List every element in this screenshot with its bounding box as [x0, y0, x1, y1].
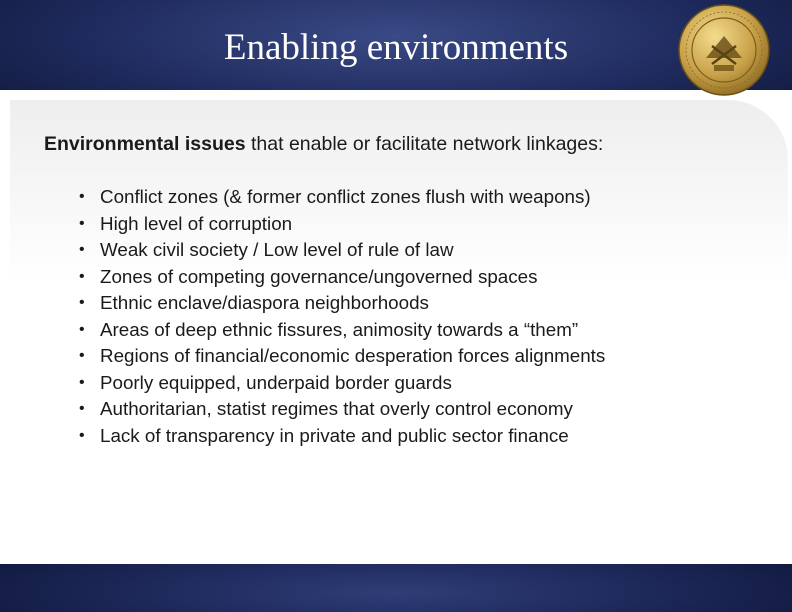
bullet-icon: •: [79, 373, 85, 391]
list-item: [76, 290, 605, 317]
list-item: [76, 396, 605, 423]
bullet-icon: •: [79, 294, 85, 311]
list-item-text: Zones of competing governance/ungoverned spaces: [100, 265, 538, 287]
issues-list: [76, 184, 605, 449]
bullet-icon: •: [79, 400, 85, 417]
list-item: [76, 184, 605, 211]
list-item-text: Conflict zones (& former conflict zones flush with weapons): [100, 186, 591, 207]
list-item-text: Authoritarian, statist regimes that overly control economy: [100, 398, 573, 419]
bullet-icon: •: [79, 241, 85, 258]
list-item-text: Ethnic enclave/diaspora neighborhoods: [100, 292, 429, 313]
bullet-icon: •: [79, 426, 85, 444]
footer-bar: [0, 564, 792, 612]
intro-text: [44, 131, 784, 157]
list-item-text: Areas of deep ethnic fissures, animosity towards a “them”: [100, 318, 579, 340]
list-item: [76, 423, 605, 450]
list-item-text: High level of corruption: [100, 212, 293, 234]
list-item: [76, 264, 605, 291]
list-item: [76, 317, 605, 344]
list-item-text: Poorly equipped, underpaid border guards: [100, 371, 452, 393]
list-item-text: Lack of transparency in private and public sector finance: [100, 424, 569, 446]
slide-title: Enabling environments: [223, 27, 569, 68]
bullet-icon: •: [79, 267, 85, 285]
list-item: [76, 343, 605, 370]
list-item-text: Weak civil society / Low level of rule of law: [100, 239, 454, 260]
list-item: [76, 370, 605, 397]
list-item: [76, 211, 605, 238]
emblem-seal-icon: [676, 2, 772, 98]
list-item: [76, 237, 605, 264]
bullet-icon: •: [79, 214, 85, 232]
intro-bold: Environmental issues: [44, 133, 246, 155]
bullet-icon: •: [79, 320, 85, 338]
bullet-icon: •: [79, 188, 85, 205]
list-item-text: Regions of financial/economic desperation forces alignments: [100, 345, 606, 366]
intro-rest: that enable or facilitate network linkages:: [245, 133, 604, 155]
bullet-icon: •: [79, 347, 85, 364]
